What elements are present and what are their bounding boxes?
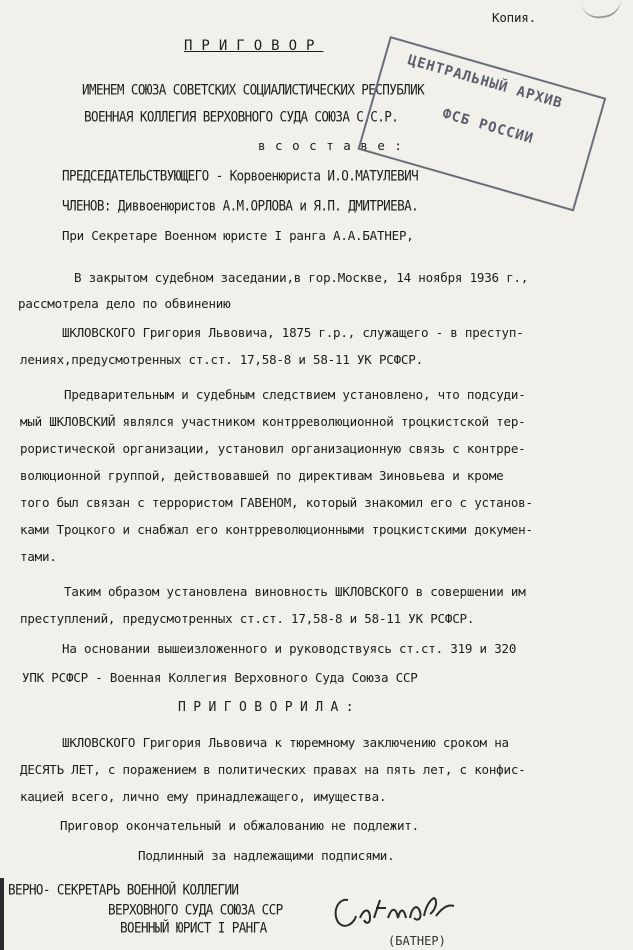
paragraph-5-line: кацией всего, лично ему принадлежащего, имущества.	[20, 789, 387, 804]
paragraph-1-line: ШКЛОВСКОГО Григория Львовича, 1875 г.р., служащего - в преступ-	[62, 325, 524, 340]
footer-line-3: ВОЕННЫЙ ЮРИСТ I РАНГА	[120, 919, 267, 936]
court-chair: ПРЕДСЕДАТЕЛЬСТВУЮЩЕГО - Корвоенюриста И.О.МАТУЛЕВИЧ	[62, 167, 419, 184]
corner-mark	[581, 0, 623, 21]
paragraph-2-line: того был связан с террористом ГАВЕНОМ, который знакомил его с установ-	[20, 495, 533, 510]
stamp-line-1: ЦЕНТРАЛЬНЫЙ АРХИВ	[405, 52, 565, 112]
composition-label: в с о с т а в е :	[258, 138, 403, 153]
paragraph-2-line: Предварительным и судебным следствием установлено, что подсуди-	[64, 387, 526, 402]
court-secretary: При Секретаре Военном юристе I ранга А.А.БАТНЕР,	[62, 228, 414, 243]
paragraph-1-line: В закрытом судебном заседании,в гор.Москве, 14 ноября 1936 г.,	[74, 270, 529, 285]
paragraph-5-line: ДЕСЯТЬ ЛЕТ, с поражением в политических правах на пять лет, с конфис-	[20, 762, 526, 777]
archive-stamp	[357, 36, 606, 211]
authenticity-note: Подлинный за надлежащими подписями.	[138, 848, 395, 863]
court-members: ЧЛЕНОВ: Диввоенюристов А.М.ОРЛОВА и Я.П. ДМИТРИЕВА.	[62, 197, 419, 214]
paragraph-4-line: УПК РСФСР - Военная Коллегия Верховного Суда Союза ССР	[22, 670, 418, 685]
paragraph-1-line: рассмотрела дело по обвинению	[18, 296, 231, 311]
paragraph-2-line: рористической организации, установил организационную связь с контрре-	[20, 441, 526, 456]
verdict-heading: П Р И Г О В О Р И Л А :	[178, 700, 354, 715]
footer-line-2: ВЕРХОВНОГО СУДА СОЮЗА ССР	[108, 901, 283, 918]
final-clause: Приговор окончательный и обжалованию не подлежит.	[60, 818, 419, 833]
copy-label: Копия.	[492, 10, 536, 25]
paragraph-2-line: ками Троцкого и снабжал его контрреволюционными троцкистскими докумен-	[20, 522, 533, 537]
edge-smudge	[0, 878, 4, 950]
footer-line-1: ВЕРНО- СЕКРЕТАРЬ ВОЕННОЙ КОЛЛЕГИИ	[8, 881, 239, 898]
handwritten-signature	[330, 878, 480, 938]
stamp-line-2: ФСБ РОССИИ	[440, 105, 536, 148]
paragraph-2-line: тами.	[20, 549, 57, 564]
paragraph-3-line: преступлений, предусмотренных ст.ст. 17,58-8 и 58-11 УК РСФСР.	[20, 611, 475, 626]
paragraph-4-line: На основании вышеизложенного и руководствуясь ст.ст. 319 и 320	[62, 641, 517, 656]
paragraph-3-line: Таким образом установлена виновность ШКЛОВСКОГО в совершении им	[64, 584, 526, 599]
subtitle-line-1: ИМЕНЕМ СОЮЗА СОВЕТСКИХ СОЦИАЛИСТИЧЕСКИХ РЕСПУБЛИК	[82, 81, 425, 98]
signature-name: (БАТНЕР)	[388, 934, 446, 948]
paragraph-5-line: ШКЛОВСКОГО Григория Львовича к тюремному заключению сроком на	[62, 735, 509, 750]
paragraph-1-line: лениях,предусмотренных ст.ст. 17,58-8 и 58-11 УК РСФСР.	[20, 352, 423, 367]
paragraph-2-line: волюционной группой, действовавшей по директивам Зиновьева и кроме	[20, 468, 504, 483]
paragraph-2-line: мый ШКЛОВСКИЙ являлся участником контрреволюционной троцкистской тер-	[20, 414, 526, 429]
page-title: ПРИГОВОР	[184, 38, 324, 54]
subtitle-line-2: ВОЕННАЯ КОЛЛЕГИЯ ВЕРХОВНОГО СУДА СОЮЗА С.С.Р.	[84, 108, 399, 125]
